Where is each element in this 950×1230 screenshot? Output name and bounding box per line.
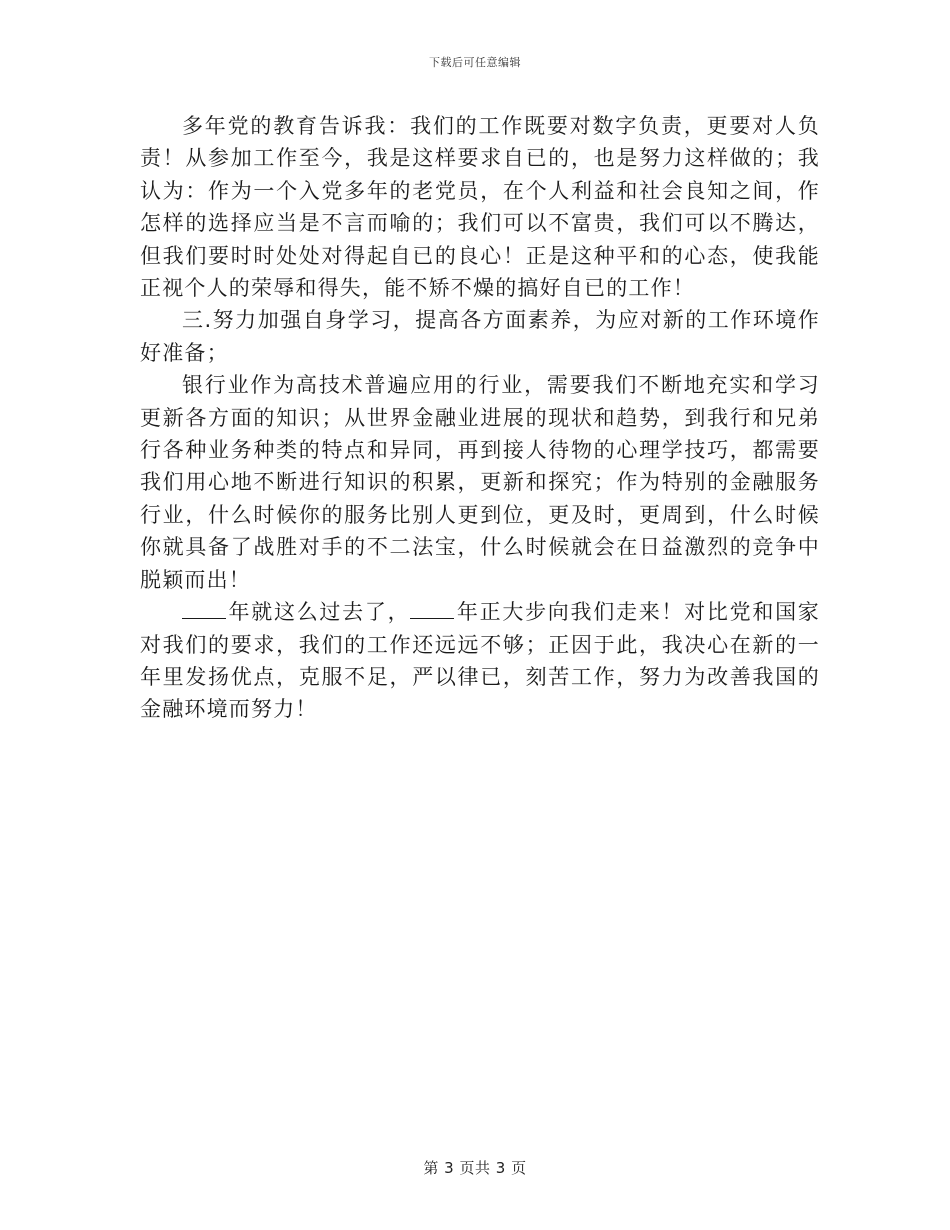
paragraph-4-part-b: 年正大步向我们走来！对比党和国家对我们的要求，我们的工作还远远不够；正因于此，我决心在新的一年里发扬优点，克服不足，严以律已，刻苦工作，努力为改善我国的金融环境而努力！ [140,600,820,722]
paragraph-1: 多年党的教育告诉我：我们的工作既要对数字负责，更要对人负责！从参加工作至今，我是这样要求自已的，也是努力这样做的；我认为：作为一个入党多年的老党员，在个人利益和社会良知之间，作怎样的选择应当是不言而喻的；我们可以不富贵，我们可以不腾达，但我们要时时处处对得起自已的良心！正是这种平和的心态，使我能正视个人的荣辱和得失，能不矫不燥的搞好自已的工作！ [140,114,820,301]
page-header: 下载后可任意编辑 [429,56,521,69]
paragraph-4-part-a: 年就这么过去了， [228,600,411,625]
paragraph-2-heading: 三.努力加强自身学习，提高各方面素养，为应对新的工作环境作好准备； [140,308,820,365]
paragraph-4 [140,596,820,726]
blank-year-2 [410,598,454,619]
blank-year-1 [182,598,226,619]
page-number: 第 3 页共 3 页 [423,1159,527,1177]
document-body [140,110,820,726]
paragraph-3: 银行业作为高技术普遍应用的行业，需要我们不断地充实和学习更新各方面的知识；从世界金融业进展的现状和趋势，到我行和兄弟行各种业务种类的特点和异同，再到接人待物的心理学技巧，都需要我们用心地不断进行知识的积累，更新和探究；作为特别的金融服务行业，什么时候你的服务比别人更到位，更及时，更周到，什么时候你就具备了战胜对手的不二法宝，什么时候就会在日益激烈的竞争中脱颖而出！ [140,373,820,592]
